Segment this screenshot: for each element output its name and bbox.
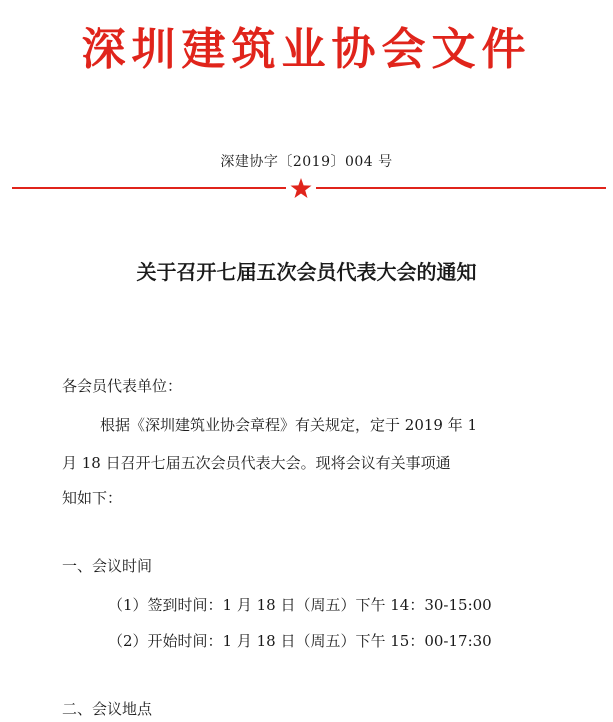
notice-title: 关于召开七届五次会员代表大会的通知 — [136, 260, 477, 284]
document-number: 深建协字〔2019〕004 号 — [220, 154, 393, 170]
section-heading-time: 一、会议时间 — [62, 557, 153, 575]
greeting: 各会员代表单位： — [62, 377, 183, 395]
red-divider — [12, 176, 606, 200]
list-item: （1）签到时间：1 月 18 日（周五）下午 14：30-15:00 — [108, 596, 492, 614]
list-item: （2）开始时间：1 月 18 日（周五）下午 15：00-17:30 — [108, 632, 492, 650]
header-title: 深圳建筑业协会文件 — [81, 24, 532, 75]
paragraph-line: 知如下： — [62, 489, 123, 507]
section-heading-location: 二、会议地点 — [62, 700, 153, 718]
star-icon — [291, 178, 312, 198]
paragraph-line: 根据《深圳建筑业协会章程》有关规定，定于 2019 年 1 — [100, 416, 478, 434]
paragraph-line: 月 18 日召开七届五次会员代表大会。现将会议有关事项通 — [62, 454, 451, 472]
